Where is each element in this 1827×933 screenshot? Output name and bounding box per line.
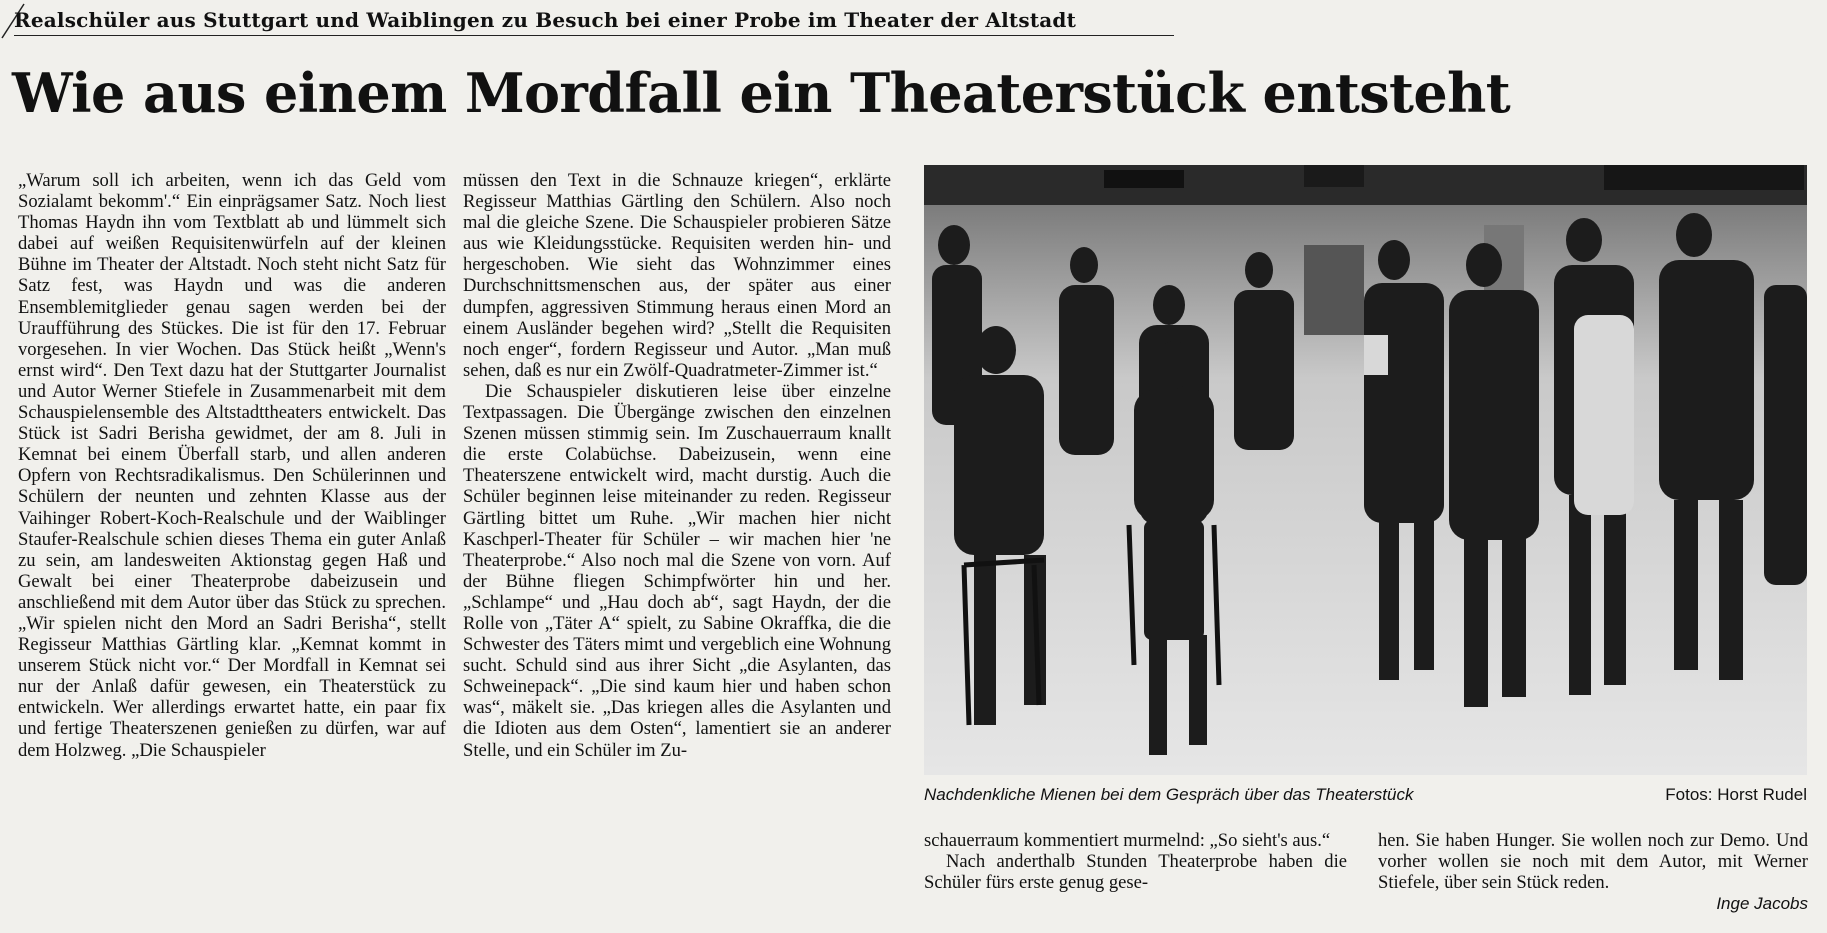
paragraph: müssen den Text in die Schnauze kriegen“, erklärte Regisseur Matthias Gärtling den Schülern. Also noch mal die gleiche Szene. Die Schauspieler probieren Sätze aus wie Kleidungsstücke. Requisiten werden hin- und hergeschoben. Wie sieht das Wohnzimmer eines Durchschnittsmenschen aus, der später aus einer dumpfen, aggressiven Stimmung heraus einen Mord an einem Ausländer begehen wird? „Stellt die Requisiten noch enger“, fordern Regisseur und Autor. „Man muß sehen, daß es nur ein Zwölf-Quadratmeter-Zimmer ist.“ [463, 170, 891, 381]
caption-text: Nachdenkliche Mienen bei dem Gespräch über das Theaterstück [924, 785, 1414, 804]
paragraph: Nach anderthalb Stunden Theaterprobe haben die Schüler fürs erste genug gese- [924, 851, 1347, 894]
photo-credit: Fotos: Horst Rudel [1665, 785, 1807, 804]
photo-students-rehearsal [924, 165, 1807, 775]
article-column-3 [924, 830, 1347, 893]
paragraph: schauerraum kommentiert murmelnd: „So sieht's aus.“ [924, 830, 1331, 851]
author-byline: Inge Jacobs [1716, 894, 1808, 914]
kicker-line: Realschüler aus Stuttgart und Waiblingen zu Besuch bei einer Probe im Theater der Altstadt [14, 8, 1174, 36]
photo-caption [924, 785, 1807, 805]
paragraph: hen. Sie haben Hunger. Sie wollen noch zur Demo. Und vorher wollen sie noch mit dem Autor, mit Werner Stiefele, über sein Stück reden. [1378, 830, 1808, 894]
article-column-4 [1378, 830, 1808, 914]
headline: Wie aus einem Mordfall ein Theaterstück entsteht [12, 61, 1511, 125]
paragraph: Die Schauspieler diskutieren leise über einzelne Textpassagen. Die Übergänge zwischen den einzelnen Szenen müssen stimmig sein. Im Zuschauerraum knallt die erste Colabüchse. Dabeizusein, wenn eine Theaterszene entwickelt wird, macht durstig. Auch die Schüler beginnen leise miteinander zu reden. Regisseur Gärtling bittet um Ruhe. „Wir machen hier nicht Kaschperl-Theater für Schüler – wir machen hier 'ne Theaterprobe.“ Also noch mal die Szene von vorn. Auf der Bühne fliegen Schimpfwörter hin und her. „Schlampe“ und „Hau doch ab“, sagt Haydn, der die Rolle von „Täter A“ spielt, zu Sabine Okraffka, die die Schwester des Täters mimt und vergeblich eine Wohnung sucht. Schuld sind aus ihrer Sicht „die Asylanten, das Schweinepack“. „Die sind kaum hier und haben schon was“, mäkelt sie. „Das kriegen alles die Asylanten und die Idioten aus dem Osten“, lamentiert sie an anderer Stelle, und ein Schüler im Zu- [463, 380, 891, 761]
article-column-2 [463, 170, 891, 761]
article-column-1 [18, 170, 446, 761]
paragraph: „Warum soll ich arbeiten, wenn ich das Geld vom Sozialamt bekomm'.“ Ein einprägsamer Satz. Noch liest Thomas Haydn ihn vom Textblatt ab und lümmelt sich dabei auf weißen Requisitenwürfeln auf der kleinen Bühne im Theater der Altstadt. Noch steht nicht Satz für Satz fest, was Haydn und was die anderen Ensemblemitglieder genau sagen werden bei der Uraufführung des Stückes. Die ist für den 17. Februar vorgesehen. In vier Wochen. Das Stück heißt „Wenn's ernst wird“. Den Text dazu hat der Stuttgarter Journalist und Autor Werner Stiefele in Zusammenarbeit mit dem Schauspielensemble des Altstadttheaters entwickelt. Das Stück ist Sadri Berisha gewidmet, der am 8. Juli in Kemnat bei einem Überfall starb, und allen anderen Opfern von Rechtsradikalismus. Den Schülerinnen und Schülern der neunten und zehnten Klasse aus der Vaihinger Robert-Koch-Realschule und der Waiblinger Staufer-Realschule schien dieses Thema ein guter Anlaß zu sein, am landesweiten Aktionstag gegen Haß und Gewalt bei einer Theaterprobe dabeizusein und anschließend mit dem Autor über das Stück zu sprechen. „Wir spielen nicht den Mord an Sadri Berisha“, stellt Regisseur Matthias Gärtling klar. „Kemnat kommt in unserem Stück nicht vor.“ Der Mordfall in Kemnat sei nur der Anlaß dafür gewesen, ein Theaterstück zu entwickeln. Wer allerdings erwartet hatte, ein paar fix und fertige Theaterszenen genießen zu dürfen, war auf dem Holzweg. „Die Schauspieler [18, 170, 446, 761]
